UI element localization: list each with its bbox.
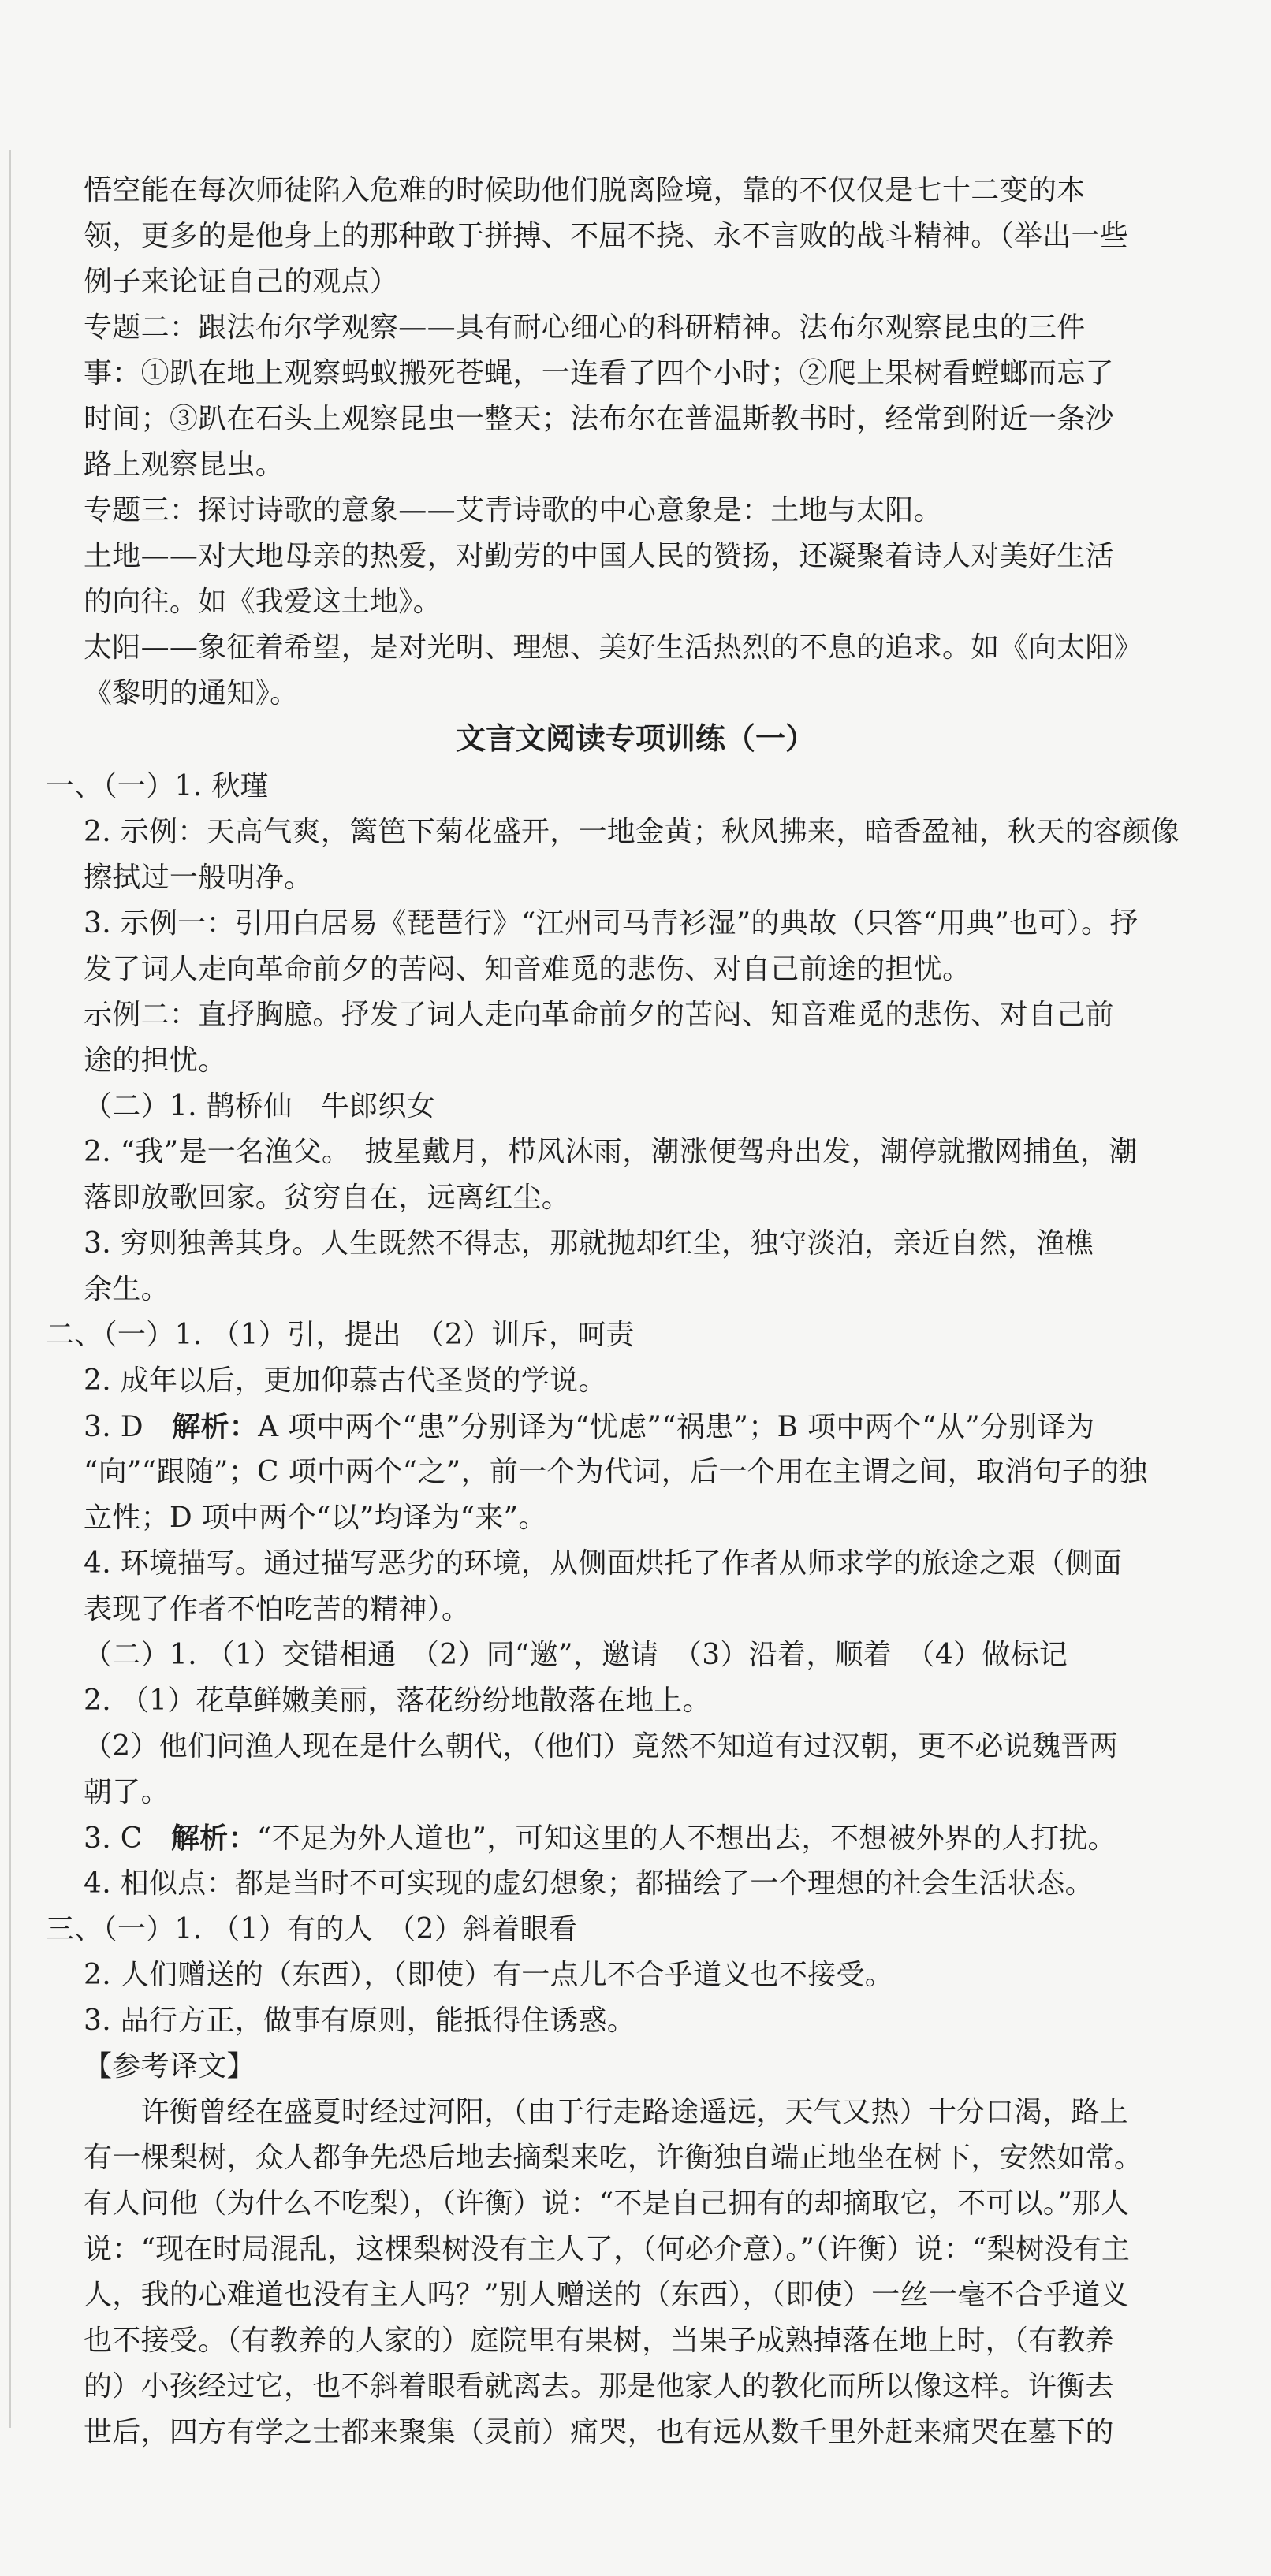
text-line: 的向往。如《我爱这土地》。 xyxy=(84,586,442,618)
answer-line: 立性；D 项中两个“以”均译为“来”。 xyxy=(84,1502,547,1534)
answer-line: 余生。 xyxy=(84,1273,170,1305)
answer-line: 落即放歌回家。贫穷自在，远离红尘。 xyxy=(84,1182,571,1214)
text-line: 路上观察昆虫。 xyxy=(84,449,285,481)
translation-line: 说：“现在时局混乱，这棵梨树没有主人了，（何必介意）。”（许衡）说：“梨树没有主 xyxy=(84,2233,1131,2265)
answer-line: “向”“跟随”；C 项中两个“之”，前一个为代词，后一个用在主谓之间，取消句子的独 xyxy=(84,1456,1148,1488)
reference-translation-label: 【参考译文】 xyxy=(84,2050,255,2083)
answer-line xyxy=(84,1409,1094,1444)
answer-line: 擦拭过一般明净。 xyxy=(84,862,313,894)
translation-line: 人，我的心难道也没有主人吗？”别人赠送的（东西），（即使）一丝一毫不合乎道义 xyxy=(84,2279,1129,2311)
translation-line: 也不接受。（有教养的人家的）庭院里有果树，当果子成熟掉落在地上时，（有教养 xyxy=(84,2325,1115,2357)
answer-line: （二）1. 鹊桥仙 牛郎织女 xyxy=(84,1090,435,1122)
section-title: 文言文阅读专项训练（一） xyxy=(455,720,815,756)
text-line: 太阳——象征着希望，是对光明、理想、美好生活热烈的不息的追求。如《向太阳》 xyxy=(84,631,1143,664)
translation-line: 许衡曾经在盛夏时经过河阳，（由于行走路途遥远，天气又热）十分口渴，路上 xyxy=(84,2096,1129,2128)
answer-line: 2. 人们赠送的（东西），（即使）有一点儿不合乎道义也不接受。 xyxy=(84,1959,894,1991)
answer-line: 表现了作者不怕吃苦的精神）。 xyxy=(84,1593,471,1625)
answer-line: 2. （1）花草鲜嫩美丽，落花纷纷地散落在地上。 xyxy=(84,1684,711,1717)
text-line: 领，更多的是他身上的那种敢于拼搏、不屈不挠、永不言败的战斗精神。（举出一些 xyxy=(84,220,1129,252)
answer-line: 4. 环境描写。通过描写恶劣的环境，从侧面烘托了作者从师求学的旅途之艰（侧面 xyxy=(84,1547,1123,1580)
answer-line: 途的担忧。 xyxy=(84,1044,227,1077)
translation-line: 有一棵梨树，众人都争先恐后地去摘梨来吃，许衡独自端正地坐在树下，安然如常。 xyxy=(84,2142,1143,2174)
text-line: 悟空能在每次师徒陷入危难的时候助他们脱离险境，靠的不仅仅是七十二变的本 xyxy=(84,174,1086,207)
answer-line: 三、（一）1. （1）有的人 （2）斜着眼看 xyxy=(46,1913,578,1945)
answer-line: 3. 穷则独善其身。人生既然不得志，那就抛却红尘，独守淡泊，亲近自然，渔樵 xyxy=(84,1227,1094,1260)
analysis-label: 解析： xyxy=(172,1410,259,1443)
answer-line: 一、（一）1. 秋瑾 xyxy=(46,770,269,802)
answer-line: 2. 成年以后，更加仰慕古代圣贤的学说。 xyxy=(84,1364,607,1397)
answer-line: 二、（一）1. （1）引，提出 （2）训斥，呵责 xyxy=(46,1319,635,1351)
analysis-text: “不足为外人道也”，可知这里的人不想出去，不想被外界的人打扰。 xyxy=(256,1822,1116,1855)
translation-line: 世后，四方有学之士都来聚集（灵前）痛哭，也有远从数千里外赶来痛哭在墓下的 xyxy=(84,2416,1114,2448)
text-line: 专题三：探讨诗歌的意象——艾青诗歌的中心意象是：土地与太阳。 xyxy=(84,494,942,527)
text-line: 专题二：跟法布尔学观察——具有耐心细心的科研精神。法布尔观察昆虫的三件 xyxy=(84,311,1086,344)
answer-line xyxy=(84,1821,1116,1856)
answer-line: 朝了。 xyxy=(84,1776,170,1808)
text-line: 《黎明的通知》。 xyxy=(84,677,299,709)
text-line: 土地——对大地母亲的热爱，对勤劳的中国人民的赞扬，还凝聚着诗人对美好生活 xyxy=(84,540,1114,572)
translation-line: 有人问他（为什么不吃梨），（许衡）说：“不是自己拥有的却摘取它，不可以。”那人 xyxy=(84,2187,1130,2220)
analysis-text: A 项中两个“患”分别译为“忧虑”“祸患”；B 项中两个“从”分别译为 xyxy=(258,1411,1095,1443)
answer-line: 2. 示例：天高气爽，篱笆下菊花盛开，一地金黄；秋风拂来，暗香盈袖，秋天的容颜像 xyxy=(84,816,1180,848)
text-line: 事：①趴在地上观察蚂蚁搬死苍蝇，一连看了四个小时；②爬上果树看螳螂而忘了 xyxy=(84,357,1114,389)
margin-rule xyxy=(9,150,11,2428)
answer-line: 3. 示例一：引用白居易《琵琶行》“江州司马青衫湿”的典故（只答“用典”也可）。抒 xyxy=(84,907,1139,940)
analysis-label: 解析： xyxy=(170,1822,257,1855)
answer-line: 示例二：直抒胸臆。抒发了词人走向革命前夕的苦闷、知音难觅的悲伤、对自己前 xyxy=(84,999,1114,1031)
translation-line: 的）小孩经过它，也不斜着眼看就离去。那是他家人的教化而所以像这样。许衡去 xyxy=(84,2370,1114,2403)
answer-line: 2. “我”是一名渔父。 披星戴月，栉风沐雨，潮涨便驾舟出发，潮停就撒网捕鱼，潮 xyxy=(84,1136,1138,1168)
text-line: 时间；③趴在石头上观察昆虫一整天；法布尔在普温斯教书时，经常到附近一条沙 xyxy=(84,403,1114,435)
answer-line: 发了词人走向革命前夕的苦闷、知音难觅的悲伤、对自己前途的担忧。 xyxy=(84,953,971,985)
answer-line: 4. 相似点：都是当时不可实现的虚幻想象；都描绘了一个理想的社会生活状态。 xyxy=(84,1867,1094,1900)
answer-number: 3. C xyxy=(84,1822,171,1855)
answer-line: （二）1. （1）交错相通 （2）同“邀”，邀请 （3）沿着，顺着 （4）做标记 xyxy=(84,1639,1068,1671)
text-line: 例子来论证自己的观点） xyxy=(84,266,399,298)
answer-number: 3. D xyxy=(84,1411,173,1443)
answer-line: （2）他们问渔人现在是什么朝代，（他们）竟然不知道有过汉朝，更不必说魏晋两 xyxy=(84,1730,1119,1763)
answer-line: 3. 品行方正，做事有原则，能抵得住诱惑。 xyxy=(84,2005,636,2037)
